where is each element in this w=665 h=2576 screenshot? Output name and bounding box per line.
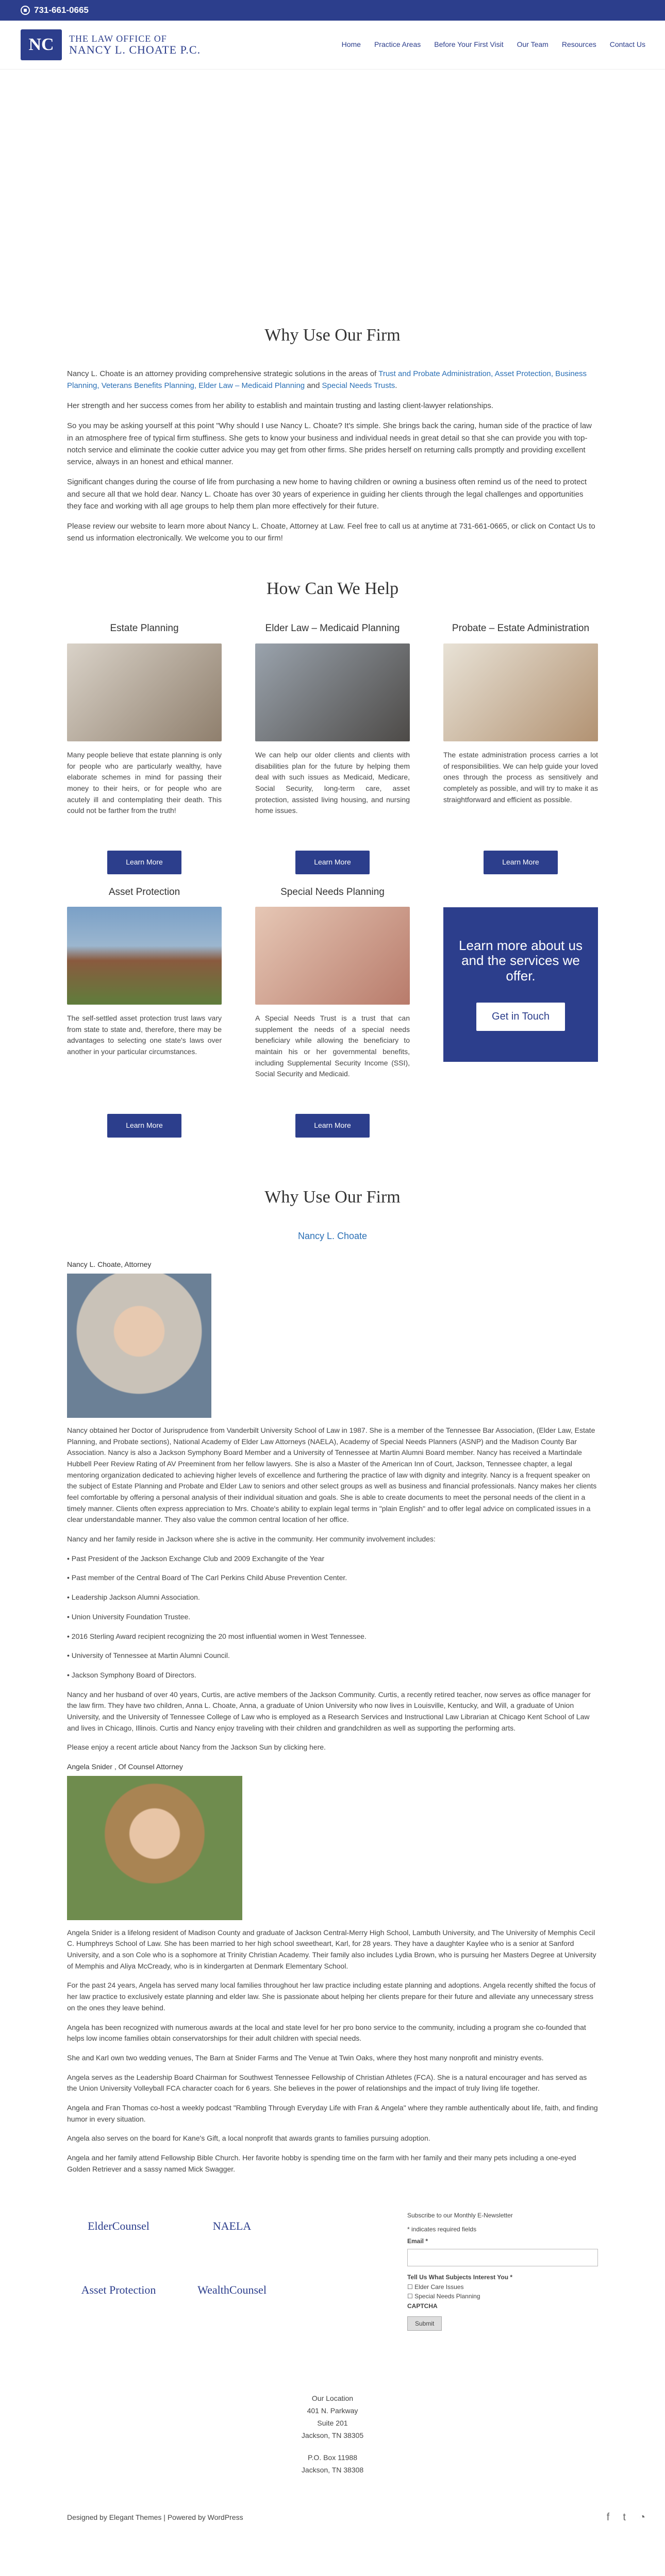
phone-icon [21,6,30,15]
logo-line-2: NANCY L. CHOATE P.C. [69,43,201,56]
angela-bio-1: Angela Snider is a lifelong resident of Madison County and graduate of Jackson Central-Merry High School, Lambuth University, and The University of Memphis Cecil C. Humphreys School of Law. She has been married to her high school sweetheart, Karl, for 28 years. They have a daughter Kaylee who is a senior at Sanford University, and a son Cole who is a sophomore at Trinity Christian Academy. Their family also includes Lydia Brown, who is pursuing her Masters Degree at University of Memphis and Aliya McCready, who is in kindergarten at Denmark Elementary School. [67,1928,596,1970]
cta-text: Learn more about us and the services we offer. [459,937,583,984]
why-section [67,322,598,545]
practice-links[interactable]: Trust and Probate Administration, Asset Protection, Business Planning, Veterans Benefits Planning, Elder Law – Medicaid Planning [67,369,587,390]
address-line: 401 N. Parkway [307,2406,358,2415]
learn-more-button[interactable]: Learn More [107,851,181,874]
interest-label: Tell Us What Subjects Interest You * [407,2274,513,2281]
help-section [67,575,598,1138]
address-line: Our Location [311,2394,354,2403]
nav-contact-us[interactable]: Contact Us [609,40,645,49]
card-elder-law [255,621,410,874]
eldercounsel-logo[interactable]: ElderCounsel [88,2219,149,2233]
cta-box [443,907,598,1062]
card-title: Special Needs Planning [280,886,385,897]
address-line: P.O. Box 11988 [308,2453,357,2462]
angela-bio-3: Angela has been recognized with numerous awards at the local and state level for her pro bono service to the community, including a program she co-founded that helps low income families obtain conservatorships for their adult children with special needs. [67,2023,586,2043]
address-spacer [0,2442,665,2452]
card-asset-protection [67,885,222,1138]
help-title: How Can We Help [266,579,399,598]
involvement-item: • Jackson Symphony Board of Directors. [67,1670,196,1679]
card-probate [443,621,598,874]
team-section [67,1184,598,2175]
card-title: Elder Law – Medicaid Planning [265,623,400,634]
why-paragraph-2: Her strength and her success comes from her ability to establish and maintain trusting and lasting client-lawyer relationships. [67,401,494,411]
angela-bio-4: She and Karl own two wedding venues, The Barn at Snider Farms and The Venue at Twin Oaks, where they host many nonprofit and ministry events. [67,2053,544,2062]
newsletter-form [407,2211,598,2331]
twitter-icon[interactable]: t [623,2512,626,2523]
credit-text: Designed by Elegant Themes | Powered by WordPress [67,2513,243,2522]
card-text: We can help our older clients and clients with disabilities plan for the future by helping them deal with such issues as Medicaid, Medicare, Social Security, long-term care, asset protection, assisted living housing, and nursing home issues. [255,750,410,815]
nancy-caption: Nancy L. Choate, Attorney [67,1260,152,1269]
team-subtitle: Nancy L. Choate [297,1231,368,1242]
nancy-family: Nancy and her husband of over 40 years, Curtis, are active members of the Jackson Community. Curtis, a recently retired teacher, now serves as office manager for the law firm. They have two children, Anna L. Choate, Anna, a graduate of Union University who now lives in Louisville, Kentucky, and Will, a graduate of Union University, and the University of Tennessee College of Law who is employed as a Research Services and Instructional Law Librarian at Chicago Kent School of Law and lives in Chicago, Illinois. Curtis and Nancy enjoy traveling with their children and grandchildren as well as supporting the performing arts. [67,1690,591,1732]
option-special-needs[interactable]: ☐ Special Needs Planning [407,2293,480,2300]
nav-our-team[interactable]: Our Team [517,40,548,49]
card-text: Many people believe that estate planning is only for people who are particularly wealthy, have elaborate schemes in mind for passing their money to their heirs, or for people who are acutely ill and contemplating their death. This could not be farther from the truth! [67,750,222,815]
angela-bio-7: Angela also serves on the board for Kane's Gift, a local nonprofit that awards grants to families pursuing adoption. [67,2134,430,2143]
nancy-article: Please enjoy a recent article about Nancy from the Jackson Sun by clicking here. [67,1743,326,1752]
top-bar [0,0,665,21]
angela-photo [67,1776,242,1920]
social-links [607,2510,645,2526]
address-line: Jackson, TN 38305 [301,2431,364,2439]
angela-bio-2: For the past 24 years, Angela has served many local families throughout her law practice including estate planning and adoptions. Angela recently shifted the focus of her law practice to exclusively estate planning and elder law. She is passionate about helping her clients prepare for their future and alleviate any unnecessary stress on the ones they leave behind. [67,1981,595,2012]
card-title: Probate – Estate Administration [452,623,590,634]
special-needs-photo [255,907,410,1005]
nancy-photo [67,1274,211,1418]
why-paragraph-4: Significant changes during the course of life from purchasing a new home to having children or owning a business often remind us of the need to protect and secure all that we hold dear. Nancy L. Choate has over 30 years of experience in guiding her clients through the legal challenges and opportunities they face and working with all age groups to help them plan more effectively for their future. [67,478,587,511]
required-note: * indicates required fields [407,2225,477,2233]
involvement-item: • 2016 Sterling Award recipient recognizing the 20 most influential women in West Tennessee. [67,1632,367,1640]
site-logo[interactable] [21,29,201,60]
address-line: Jackson, TN 38308 [301,2466,364,2475]
learn-more-button[interactable]: Learn More [295,851,370,874]
card-title: Asset Protection [108,886,180,897]
email-field[interactable] [407,2249,598,2266]
card-estate-planning [67,621,222,874]
involvement-item: • Union University Foundation Trustee. [67,1612,191,1621]
nav-before-first-visit[interactable]: Before Your First Visit [434,40,504,49]
card-text: A Special Needs Trust is a trust that can supplement the needs of a special needs beneficiary while allowing the beneficiary to maintain his or her governmental benefits, including Supplemental Security Income (SSI), Social Security and Medicaid. [255,1013,410,1078]
hero-area [0,70,665,322]
asset-protection-logo[interactable]: Asset Protection [81,2283,156,2296]
rss-icon[interactable]: ◔ [639,2512,645,2523]
estate-planning-photo [67,643,222,741]
angela-bio-8: Angela and her family attend Fellowship Bible Church. Her favorite hobby is spending time on the farm with her family and their many pets including a one-eyed Golden Retriever and a sassy named Mick Swagger. [67,2154,576,2173]
nancy-bio: Nancy obtained her Doctor of Jurisprudence from Vanderbilt University School of Law in 1987. She is a member of the Tennessee Bar Association, (Elder Law, Estate Planning, and Probate sections), National Academy of Elder Law Attorneys (NAELA), Academy of Special Needs Planners (ASNP) and the Madison County Bar Association. Nancy is also a Jackson Symphony Board Member and a University of Tennessee at Martin Alumni Board member. Nancy has received a Martindale Hubbell Peer Review Rating of AV Preeminent from her fellow lawyers. She is also a Master of the American Inn of Court, Jackson, Tennessee chapter, a legal mentoring organization dedicated to achieving higher levels of excellence and furthering the practice of law with dignity and integrity. Nancy is a frequent speaker on the subject of Estate Planning and Probate and Elder Law to seniors and other select groups as well as business and financial professionals. Nancy makes her clients feel comfortable by offering a personal analysis of their individual situation and goals. She is able to create documents to meet the personal needs of the client in a timely manner. Clients often express appreciation to Mrs. Choate's ability to explain legal terms in "plain English" and to offer legal advice on complicated issues in a clear understandable manner. They also value the common central location of her office. [67,1426,597,1524]
card-text: The estate administration process carries a lot of responsibilities. We can help guide your loved ones through the process as sensitively and completely as possible, and will try to make it as straightforward and efficient as possible. [443,750,598,804]
asset-protection-photo [67,907,222,1005]
email-label: Email * [407,2237,428,2245]
why-title: Why Use Our Firm [264,326,401,345]
logo-mark: NC [21,29,62,60]
logo-line-1: THE LAW OFFICE OF [69,33,167,44]
card-special-needs [255,885,410,1138]
option-elder-care[interactable]: ☐ Elder Care Issues [407,2283,464,2291]
angela-bio-6: Angela and Fran Thomas co-host a weekly podcast "Rambling Through Everyday Life with Fran & Angela" where they ramble authentically about life, faith, and finding humor in every situation. [67,2103,598,2123]
involvement-item: • Past member of the Central Board of The Carl Perkins Child Abuse Prevention Center. [67,1573,347,1582]
submit-button[interactable]: Submit [407,2316,442,2331]
nav-resources[interactable]: Resources [561,40,596,49]
association-logos [67,2211,304,2331]
wealthcounsel-logo[interactable]: WealthCounsel [197,2283,267,2296]
nav-practice-areas[interactable]: Practice Areas [374,40,421,49]
nancy-community: Nancy and her family reside in Jackson where she is active in the community. Her community involvement includes: [67,1535,436,1544]
facebook-icon[interactable]: f [606,2512,610,2523]
involvement-item: • Leadership Jackson Alumni Association. [67,1593,200,1602]
angela-caption: Angela Snider , Of Counsel Attorney [67,1762,183,1771]
probate-photo [443,643,598,741]
learn-more-button[interactable]: Learn More [484,851,558,874]
why-paragraph-1: Nancy L. Choate is an attorney providing comprehensive strategic solutions in the areas of Trust and Probate Administration, Asset Protection, Business Planning, Veterans Benefits Planning, Elder Law – Medicaid Planning and Special Needs Trusts. [67,369,587,390]
address-line: Suite 201 [317,2418,348,2427]
card-title: Estate Planning [110,623,179,634]
special-needs-link[interactable]: Special Needs Trusts [322,381,395,390]
naela-logo[interactable]: NAELA [212,2219,252,2233]
captcha-label: CAPTCHA [407,2302,438,2310]
site-header [0,21,665,70]
involvement-item: • University of Tennessee at Martin Alumni Council. [67,1651,230,1660]
main-nav [342,39,645,50]
learn-more-button[interactable]: Learn More [295,1114,370,1138]
phone-number[interactable]: 731-661-0665 [34,5,89,15]
elder-law-photo [255,643,410,741]
learn-more-button[interactable]: Learn More [107,1114,181,1138]
nav-home[interactable]: Home [341,40,361,49]
angela-bio-5: Angela serves as the Leadership Board Chairman for Southwest Tennessee Fellowship of Christian Athletes (FCA). She is a natural encourager and has served as the Union University Volleyball FCA character coach for 6 years. She believes in the power of relationships and the impact of truly living life together. [67,2073,587,2093]
bottom-bar [0,2502,665,2533]
card-text: The self-settled asset protection trust laws vary from state to state and, therefore, there may be advantages to selecting one state's laws over another in your particular circumstances. [67,1013,222,1056]
why-paragraph-3: So you may be asking yourself at this point "Why should I use Nancy L. Choate? It's simple. She brings back the caring, human side of the practice of law in an atmosphere free of typical firm stuffiness. She gets to know your business and individual needs in great detail so that she can provide you with top-notch service and eliminate the cookie cutter advice you may get from other firms. She prides herself on returning calls promptly and providing excellent service, always in an honest and ethical manner. [67,421,592,467]
site-footer [0,2211,665,2533]
involvement-item: • Past President of the Jackson Exchange Club and 2009 Exchangite of the Year [67,1554,325,1563]
signup-title: Subscribe to our Monthly E-Newsletter [407,2212,513,2219]
involvement-list [67,1553,598,1681]
why-paragraph-5: Please review our website to learn more about Nancy L. Choate, Attorney at Law. Feel free to call us at anytime at 731-661-0665, or click on Contact Us to send us information electronically. We welcome you to our firm! [67,522,595,543]
team-title: Why Use Our Firm [264,1187,401,1207]
get-in-touch-button[interactable]: Get in Touch [476,1003,565,1031]
office-address [0,2393,665,2477]
